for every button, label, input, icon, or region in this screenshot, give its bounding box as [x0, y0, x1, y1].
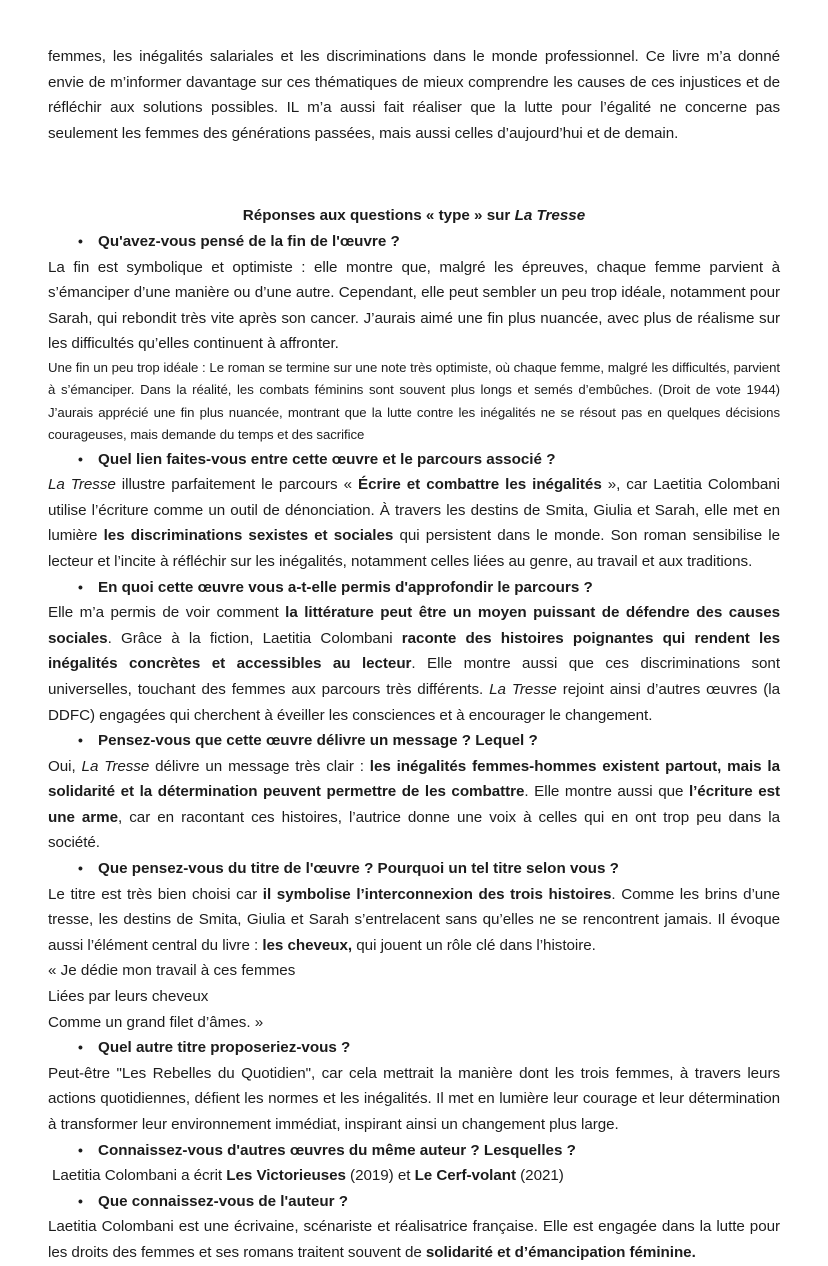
answer-paragraph — [48, 600, 780, 728]
answer-segment-bold: Écrire et combattre les inégalités — [358, 476, 602, 494]
answer-segment-bold: solidarité et d’émancipation féminine. — [425, 1243, 696, 1261]
answer-segment-plain: », car Laetitia Colombani utilise l’écriture comme un outil de dénonciation. À travers les destins de Smita, Giulia et Sarah, elle met en lumière — [48, 476, 781, 545]
answer-segment-bold: il symbolise l’interconnexion des trois histoires — [262, 885, 612, 903]
answer-paragraph — [48, 1214, 780, 1265]
question-heading: • Connaissez-vous d'autres œuvres du même auteur ? Lesquelles ? — [48, 1138, 780, 1164]
answer-note: Une fin un peu trop idéale : Le roman se termine sur une note très optimiste, où chaque femme, malgré les difficultés, parvient à s’émanciper. Dans la réalité, les combats féminins sont souvent plus longs et semés d’embûches. (Droit de vote 1944) J’aurais apprécié une fin plus nuancée, montrant que la lutte contre les inégalités ne se résout pas en quelques décisions courageuses, mais demande du temps et des sacrifice — [48, 359, 780, 443]
quote-line: Comme un grand filet d’âmes. » — [48, 1013, 264, 1031]
qa-section — [48, 1035, 780, 1137]
answer-segment-plain: . Comme les brins d’une tresse, les destins de Smita, Giulia et Sarah s’entrelacent sans qu’elles ne se rencontrent jamais. Il évoque aussi l’élément central du livre : — [48, 885, 780, 954]
question-heading: • Quel lien faites-vous entre cette œuvre et le parcours associé ? — [48, 447, 780, 473]
answer-segment-plain: (2021) — [516, 1167, 564, 1185]
answer-segment-italic: La Tresse — [489, 680, 557, 698]
answer-segment-bold: Le Cerf-volant — [414, 1167, 516, 1185]
qa-section — [48, 1138, 780, 1189]
intro-paragraph: femmes, les inégalités salariales et les discriminations dans le monde professionnel. Ce livre m’a donné envie de m’informer davantage sur ces thématiques de mieux comprendre les causes de ces injustices et de réfléchir aux solutions possibles. IL m’a aussi fait réaliser que la lutte pour l’égalité ne concerne pas seulement les femmes des générations passées, mais aussi celles d’aujourd’hui et de demain. — [48, 48, 780, 142]
answer-paragraph — [48, 1061, 780, 1138]
answer-segment-bold: Les Victorieuses — [226, 1167, 346, 1185]
answer-paragraph — [48, 255, 780, 357]
quote-line: « Je dédie mon travail à ces femmes — [48, 962, 296, 980]
answer-segment-plain: La fin est symbolique et optimiste : elle montre que, malgré les épreuves, chaque femme parvient à s’émanciper d’une manière ou d’une autre. Cependant, elle peut sembler un peu trop idéale, notamment pour Sarah, qui rebondit très vite après son cancer. J’aurais aimé une fin plus nuancée, avec plus de réalisme sur les difficultés qu’elles continuent à affronter. — [48, 258, 780, 353]
answer-segment-plain: . Elle montre aussi que ces discriminations sont universelles, touchant des femmes aux parcours très différents. — [48, 655, 780, 698]
answer-paragraph — [48, 472, 780, 574]
answer-segment-bold: les cheveux, — [262, 936, 353, 954]
answer-segment-bold: les inégalités femmes-hommes existent partout, mais la solidarité et la détermination peuvent permettre de les combattre — [48, 757, 780, 801]
answer-segment-bold: la littérature peut être un moyen puissant de défendre des causes sociales — [48, 604, 780, 647]
answer-segment-italic: La Tresse — [81, 757, 150, 775]
qa-list — [48, 229, 780, 1266]
answer-segment-plain: délivre un message très clair : — [149, 757, 370, 775]
qa-section — [48, 229, 780, 447]
answer-paragraph — [48, 882, 780, 959]
question-heading: • Quel autre titre proposeriez-vous ? — [48, 1035, 780, 1061]
answer-segment-plain: Peut-être "Les Rebelles du Quotidien", car cela mettrait la manière dont les trois femmes, à travers leurs actions quotidiennes, défient les normes et les inégalités. Il met en lumière leur courage et leur détermination à transformer leur environnement immédiat, inspirant ainsi un changement plus large. — [48, 1064, 780, 1133]
answer-segment-plain: . Grâce à la fiction, Laetitia Colombani — [107, 629, 402, 647]
answer-segment-italic: La Tresse — [48, 476, 116, 494]
qa-section — [48, 447, 780, 575]
answer-segment-plain: qui jouent un rôle clé dans l’histoire. — [352, 936, 596, 954]
answer-paragraph — [48, 1163, 780, 1189]
answer-segment-bold: raconte des histoires poignantes qui rendent les inégalités concrètes et accessibles au lecteur — [48, 629, 780, 673]
answer-segment-plain: Elle m’a permis de voir comment — [48, 604, 286, 622]
answer-segment-plain: qui persistent dans le monde. Son roman sensibilise le lecteur et l’incite à réfléchir sur les inégalités, notamment celles liées au genre, au travail et aux traditions. — [48, 527, 780, 570]
qa-section — [48, 1189, 780, 1266]
answer-paragraph — [48, 754, 780, 856]
answer-segment-bold: l’écriture est une arme — [48, 783, 780, 826]
page-title-work: La Tresse — [514, 207, 586, 225]
qa-section — [48, 856, 780, 1035]
answer-segment-plain: illustre parfaitement le parcours « — [115, 476, 358, 494]
page-title-prefix: Réponses aux questions « type » sur — [242, 207, 515, 225]
question-heading: • Qu'avez-vous pensé de la fin de l'œuvre ? — [48, 229, 780, 255]
answer-segment-plain: rejoint ainsi d’autres œuvres (la DDFC) engagées qui cherchent à éveiller les consciences et à encourager le changement. — [48, 680, 780, 724]
answer-segment-plain: . Elle montre aussi que — [524, 783, 689, 801]
answer-segment-plain: Oui, — [48, 757, 82, 775]
question-heading: • Que pensez-vous du titre de l'œuvre ? Pourquoi un tel titre selon vous ? — [48, 856, 780, 882]
answer-segment-plain: (2019) et — [345, 1167, 415, 1185]
qa-section — [48, 575, 780, 729]
qa-section — [48, 728, 780, 856]
answer-segment-bold: les discriminations sexistes et sociales — [103, 527, 394, 545]
answer-segment-plain: Le titre est très bien choisi car — [48, 885, 263, 903]
answer-segment-plain: Laetitia Colombani est une écrivaine, scénariste et réalisatrice française. Elle est engagée dans la lutte pour les droits des femmes et ses romans traitent souvent de — [48, 1218, 780, 1261]
page-title — [48, 203, 780, 229]
question-heading: • Que connaissez-vous de l'auteur ? — [48, 1189, 780, 1215]
question-heading: • Pensez-vous que cette œuvre délivre un message ? Lequel ? — [48, 728, 780, 754]
question-heading: • En quoi cette œuvre vous a-t-elle permis d'approfondir le parcours ? — [48, 575, 780, 601]
answer-segment-plain: , car en racontant ces histoires, l’autrice donne une voix à celles qui en ont trop peu dans la société. — [48, 808, 780, 852]
answer-segment-plain: Laetitia Colombani a écrit — [52, 1167, 227, 1185]
quote-line: Liées par leurs cheveux — [48, 988, 209, 1006]
